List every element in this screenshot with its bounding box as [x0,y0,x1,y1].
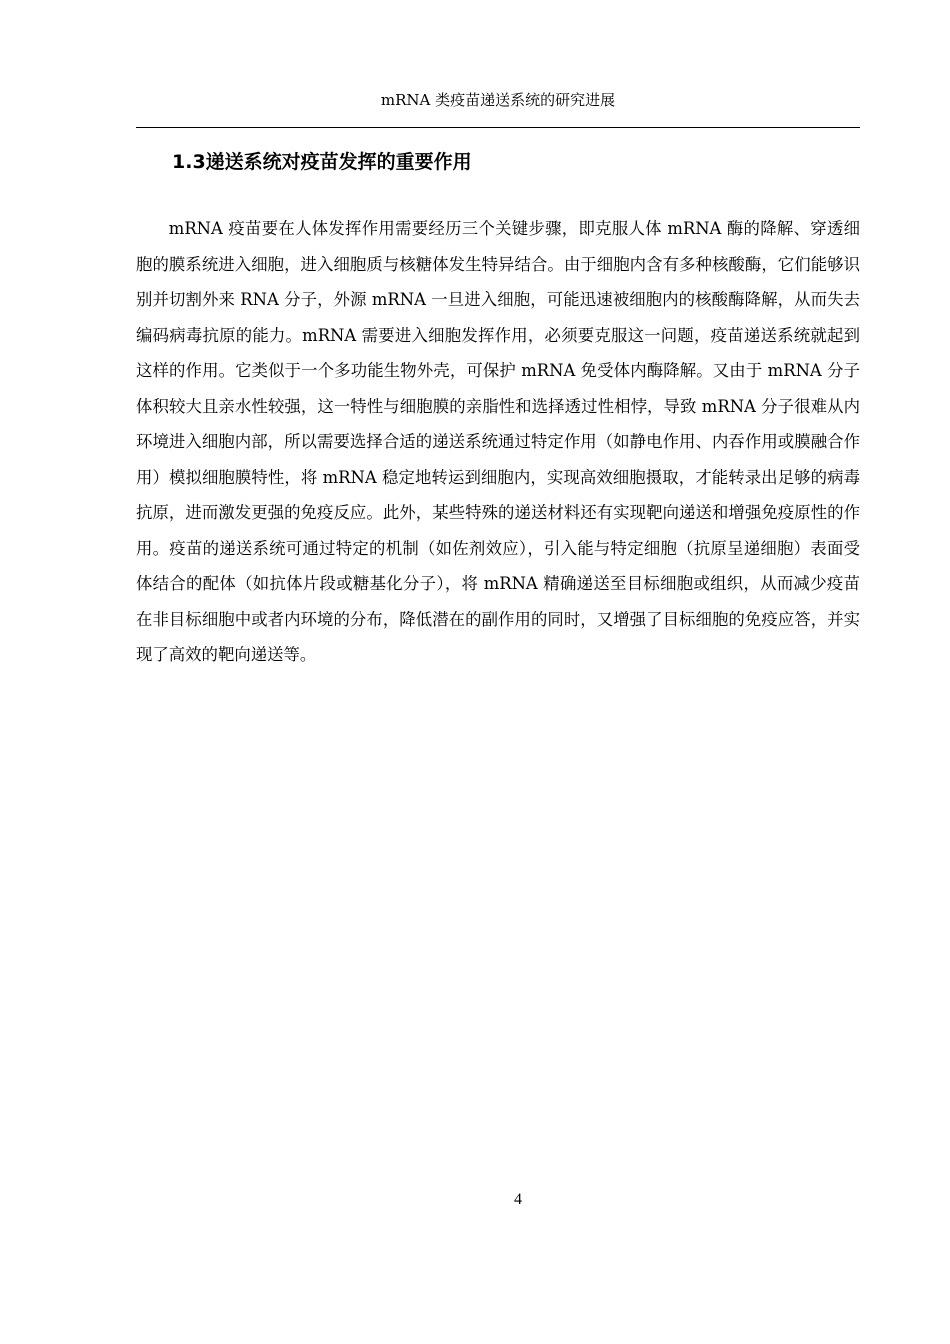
body-paragraph: mRNA 疫苗要在人体发挥作用需要经历三个关键步骤，即克服人体 mRNA 酶的降解、穿透细胞的膜系统进入细胞，进入细胞质与核糖体发生特异结合。由于细胞内含有多种核酸酶，它们能够识别并切割外来 RNA 分子，外源 mRNA 一旦进入细胞，可能迅速被细胞内的核酸酶降解，从而失去编码病毒抗原的能力。mRNA 需要进入细胞发挥作用，必须要克服这一问题，疫苗递送系统就起到这样的作用。它类似于一个多功能生物外壳，可保护 mRNA 免受体内酶降解。又由于 mRNA 分子体积较大且亲水性较强，这一特性与细胞膜的亲脂性和选择透过性相悖，导致 mRNA 分子很难从内环境进入细胞内部，所以需要选择合适的递送系统通过特定作用（如静电作用、内吞作用或膜融合作用）模拟细胞膜特性，将 mRNA 稳定地转运到细胞内，实现高效细胞摄取，才能转录出足够的病毒抗原，进而激发更强的免疫反应。此外，某些特殊的递送材料还有实现靶向递送和增强免疫原性的作用。疫苗的递送系统可通过特定的机制（如佐剂效应），引入能与特定细胞（抗原呈递细胞）表面受体结合的配体（如抗体片段或糖基化分子），将 mRNA 精确递送至目标细胞或组织，从而减少疫苗在非目标细胞中或者内环境的分布，降低潜在的副作用的同时，又增强了目标细胞的免疫应答，并实现了高效的靶向递送等。 [136,219,860,664]
section-heading: 1.3递送系统对疫苗发挥的重要作用 [172,151,472,173]
page-number: 4 [514,1191,522,1208]
running-header: mRNA 类疫苗递送系统的研究进展 [380,91,616,109]
header-divider [136,127,860,128]
